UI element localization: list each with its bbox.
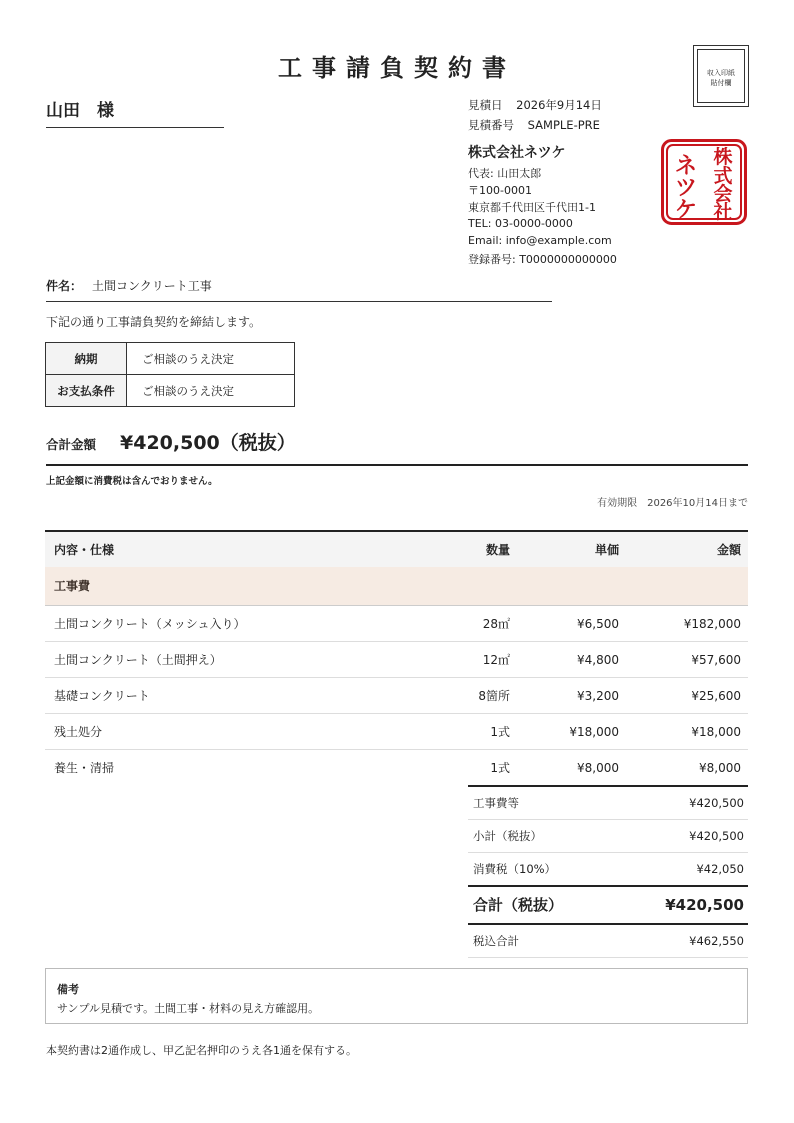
summary-tax-label: 消費税（10%） [473,862,557,876]
header-amount: 金額 [716,543,741,557]
table-row [45,606,748,642]
subject-label: 件名： [46,279,83,293]
section-label: 工事費 [54,579,91,593]
company-name: 株式会社ネツケ [468,145,566,161]
header-quantity: 数量 [485,543,510,557]
validity-value: 2026年10月14日まで [647,498,748,509]
summary-tax-value: ¥42,050 [696,862,744,876]
company-registration-number: 登録番号: T0000000000000 [468,253,617,266]
company-address: 東京都千代田区千代田1-1 [468,201,596,214]
terms-row [46,375,295,407]
item-unit-price: ¥4,800 [577,653,619,667]
seal-char: ケ [674,198,698,223]
item-unit-price: ¥8,000 [577,761,619,775]
intro-text: 下記の通り工事請負契約を締結します。 [46,315,262,329]
subject-value: 土間コンクリート工事 [92,279,212,293]
item-name: 残土処分 [54,725,103,739]
table-row [45,642,748,678]
estimate-number-label: 見積番号 [468,118,514,132]
item-name: 土間コンクリート（メッシュ入り） [54,617,246,631]
terms-table [45,342,295,407]
summary-incl-tax-label: 税込合計 [473,934,519,948]
summary-tax-row [468,853,748,887]
items-table-header [45,530,748,569]
notes-body: サンプル見積です。土間工事・材料の見え方確認用。 [57,1002,320,1015]
customer-name: 山田 様 [46,96,224,128]
item-unit-price: ¥3,200 [577,689,619,703]
summary-total-value: ¥420,500 [665,896,744,914]
estimate-date-label: 見積日 [468,98,503,112]
item-name: 土間コンクリート（土間押え） [54,653,222,667]
tax-note: 上記金額に消費税は含んでおりません。 [46,476,218,487]
seal-char: ネ [674,154,698,179]
summary-incl-tax-row [468,925,748,958]
item-name: 養生・清掃 [54,761,115,775]
item-name: 基礎コンクリート [54,689,150,703]
subject-line [46,277,552,302]
terms-value: ご相談のうえ決定 [127,375,295,407]
notes-title: 備考 [57,983,79,996]
estimate-number: SAMPLE-PRE [527,118,600,132]
document-title: 工事請負契約書 [278,54,516,82]
terms-key: 納期 [46,343,127,375]
header-unit-price: 単価 [594,543,619,557]
total-amount-label: 合計金額 [46,437,97,452]
summary-construction-value: ¥420,500 [689,796,744,810]
item-amount: ¥57,600 [691,653,741,667]
seal-char: 株 [713,146,733,168]
item-unit-price: ¥18,000 [569,725,619,739]
validity-label: 有効期限 [597,498,638,509]
validity-period [597,494,748,509]
item-quantity: 1式 [490,761,510,775]
summary-subtotal-label: 小計（税抜） [473,829,542,843]
item-amount: ¥18,000 [691,725,741,739]
item-amount: ¥8,000 [699,761,741,775]
terms-key: お支払条件 [46,375,127,407]
item-unit-price: ¥6,500 [577,617,619,631]
summary-construction-row [468,787,748,820]
summary-incl-tax-value: ¥462,550 [689,934,744,948]
item-quantity: 12㎡ [482,653,510,667]
total-amount-value: ¥420,500（税抜） [120,432,296,454]
revenue-stamp-box [693,45,749,107]
table-row [45,678,748,714]
item-amount: ¥25,600 [691,689,741,703]
company-phone: TEL: 03-0000-0000 [468,217,573,230]
seal-char: 式 [713,165,733,187]
estimate-date-row [468,97,602,113]
item-quantity: 28㎡ [482,617,510,631]
revenue-stamp-label: 収入印紙 [707,69,735,77]
seal-char: 会 [713,183,733,205]
summary-subtotal-value: ¥420,500 [689,829,744,843]
item-quantity: 8箇所 [478,689,510,703]
seal-char: ツ [674,176,698,201]
company-email: Email: info@example.com [468,234,612,247]
summary-box [468,785,748,958]
table-row [45,714,748,750]
seal-char: 社 [713,201,733,223]
company-seal [661,139,747,225]
company-postal-code: 〒100-0001 [468,184,532,197]
summary-subtotal-row [468,820,748,853]
item-amount: ¥182,000 [683,617,741,631]
notes-box [45,968,748,1024]
header-name: 内容・仕様 [54,543,115,557]
summary-total-label: 合計（税抜） [473,896,564,914]
section-heading [45,567,748,606]
table-row [45,750,748,785]
terms-value: ご相談のうえ決定 [127,343,295,375]
total-amount-row [46,428,748,466]
summary-construction-label: 工事費等 [473,796,519,810]
estimate-date: 2026年9月14日 [516,98,602,112]
revenue-stamp-label-2: 貼付欄 [710,79,732,87]
item-quantity: 1式 [490,725,510,739]
company-representative: 代表: 山田太郎 [468,167,542,180]
estimate-number-row [468,117,600,133]
terms-row [46,343,295,375]
footer-text: 本契約書は2通作成し、甲乙記名押印のうえ各1通を保有する。 [46,1044,357,1057]
summary-total-row [468,887,748,925]
